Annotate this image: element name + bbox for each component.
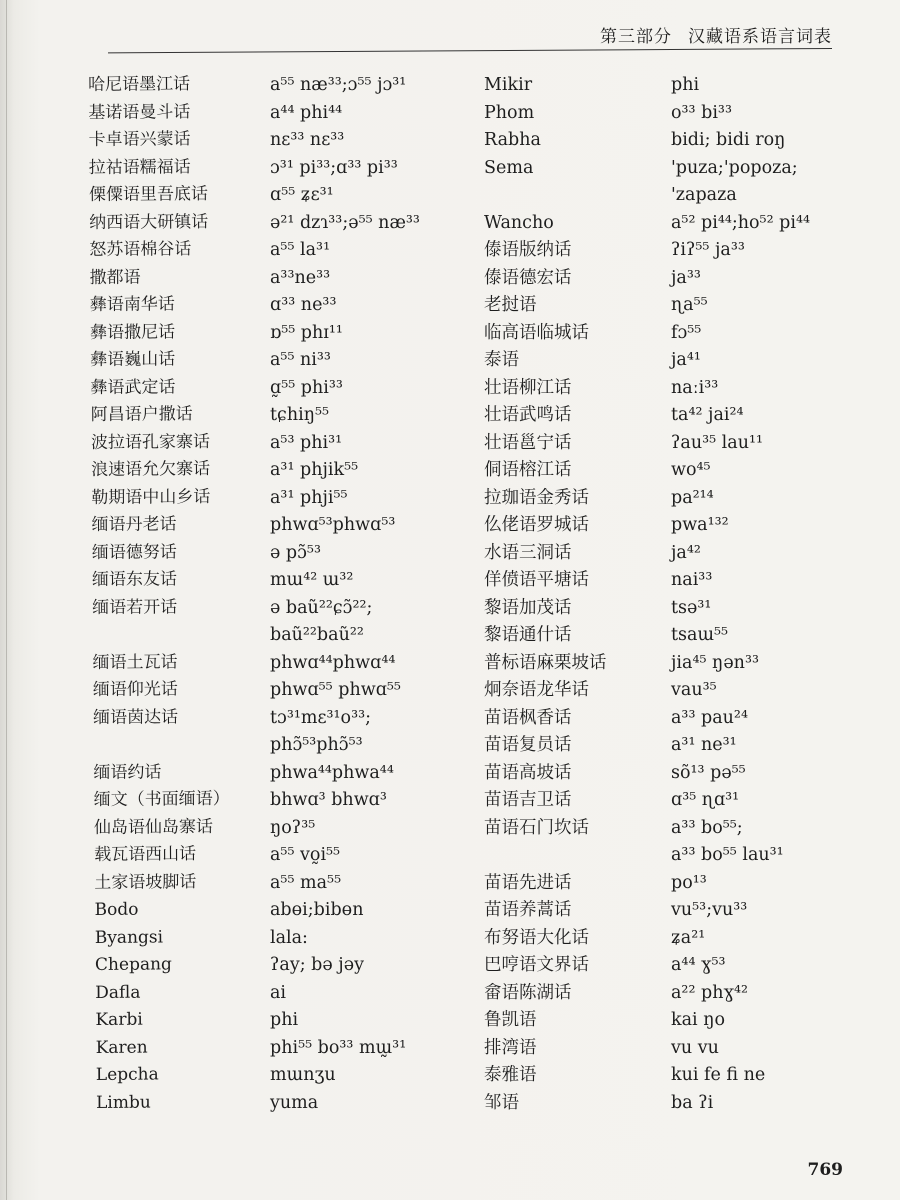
word-form: a⁵⁵ vo̰i⁵⁵ — [270, 845, 341, 865]
word-form: a⁵² pi⁴⁴;ho⁵² pi⁴⁴ — [671, 212, 810, 233]
word-form: a⁴⁴ phi⁴⁴ — [270, 102, 343, 123]
language-name: 彝语撒尼话 — [89, 321, 176, 343]
right-language-column — [484, 72, 607, 1117]
word-form: ta⁴² jai²⁴ — [671, 405, 744, 425]
word-form: ə pɔ̃⁵³ — [270, 542, 321, 563]
word-form: baũ²²baũ²² — [270, 625, 364, 645]
word-form: phwa⁴⁴phwa⁴⁴ — [270, 762, 394, 783]
word-form: ʑa²¹ — [671, 927, 706, 948]
language-name: 壮语柳江话 — [484, 377, 572, 398]
language-name: 仫佬语罗城话 — [484, 515, 589, 535]
word-form: phi⁵⁵ bo³³ mɯ̰³¹ — [270, 1037, 407, 1058]
word-form: lala: — [270, 927, 308, 948]
language-name: 苗语枫香话 — [484, 707, 572, 728]
word-form: ɒ⁵⁵ phɪ¹¹ — [270, 322, 343, 343]
language-name: Mikir — [484, 75, 533, 95]
language-name: 哈尼语墨江话 — [88, 74, 191, 95]
left-form-column — [270, 72, 420, 1117]
language-name: Bodo — [94, 899, 139, 920]
language-name: 畲语陈湖话 — [484, 982, 572, 1003]
language-name: 缅语丹老话 — [91, 514, 177, 535]
language-name: 苗语复员话 — [484, 735, 572, 755]
word-form: bidi; bidi roŋ — [671, 130, 786, 150]
word-form: ɑ³⁵ ɳɑ³¹ — [671, 790, 740, 810]
language-name: 卡卓语兴蒙话 — [88, 129, 191, 150]
language-name: 彝语南华话 — [89, 294, 175, 315]
language-name: 普标语麻栗坡话 — [484, 652, 607, 673]
page-number: 769 — [807, 1160, 843, 1180]
language-name: 缅语茵达话 — [92, 706, 179, 728]
language-name: Chepang — [94, 954, 172, 975]
word-form: a⁵⁵ la³¹ — [270, 240, 331, 260]
language-name: 苗语高坡话 — [484, 762, 572, 783]
language-name: Sema — [484, 157, 534, 178]
word-form: wo⁴⁵ — [671, 460, 711, 480]
language-name: Phom — [484, 102, 535, 123]
language-name: 苗语养蒿话 — [484, 900, 572, 920]
right-form-column — [671, 72, 810, 1117]
language-name: 浪速语允欠寨话 — [91, 459, 211, 480]
word-form: a³¹ ne³¹ — [671, 735, 737, 755]
language-name: 基诺语曼斗话 — [88, 101, 191, 123]
language-name: 载瓦语西山话 — [94, 844, 197, 865]
word-form: ai — [270, 982, 287, 1003]
language-name — [93, 731, 229, 760]
header-part: 第三部分 — [600, 27, 672, 47]
language-name: 邹语 — [484, 1092, 519, 1113]
word-form: phwɑ⁴⁴phwɑ⁴⁴ — [270, 652, 396, 673]
word-form: a³³ pau²⁴ — [671, 707, 748, 728]
word-form: a⁴⁴ ɣ⁵³ — [671, 955, 726, 975]
language-name: 泰语 — [484, 350, 519, 370]
language-name: Rabha — [484, 130, 541, 150]
word-form: a³³ bo⁵⁵; — [671, 817, 743, 838]
language-name: 水语三洞话 — [484, 542, 572, 563]
language-name: 黎语加茂话 — [484, 597, 572, 618]
word-form: a⁵⁵ næ³³;ɔ⁵⁵ jɔ³¹ — [270, 75, 407, 95]
language-name: 傣语版纳话 — [484, 240, 572, 260]
language-name: 排湾语 — [484, 1037, 537, 1058]
word-form: mɯ⁴² ɯ³² — [270, 570, 354, 590]
language-name: 炯奈语龙华话 — [484, 680, 589, 700]
language-name: 侗语榕江话 — [484, 460, 572, 480]
word-form: a²² phɣ⁴² — [671, 982, 749, 1003]
word-form: vu⁵³;vu³³ — [671, 900, 748, 920]
word-form: ja⁴¹ — [671, 350, 701, 370]
language-name: 彝语武定话 — [90, 376, 176, 398]
page-gutter-edge — [6, 0, 7, 1200]
word-form: abɵi;bibɵn — [270, 900, 364, 920]
word-form: o³³ bi³³ — [671, 102, 732, 123]
word-form: tɔ³¹mɛ³¹o³³; — [270, 707, 372, 728]
language-name: Karen — [95, 1037, 148, 1058]
language-name — [92, 621, 228, 650]
language-name: 巴哼语文界话 — [484, 955, 589, 975]
word-form: phi — [270, 1010, 299, 1030]
language-name: 布努语大化话 — [484, 927, 589, 948]
word-form: naːi³³ — [671, 377, 719, 398]
language-name: 苗语吉卫话 — [484, 790, 572, 810]
language-name: Byangsi — [94, 926, 164, 948]
word-form: tsaɯ⁵⁵ — [671, 625, 729, 645]
language-name: 傣语德宏话 — [484, 267, 572, 288]
word-form: a⁵⁵ ni³³ — [270, 350, 331, 370]
word-form: ɑ⁵⁵ ʑɛ³¹ — [270, 185, 334, 205]
word-form: po¹³ — [671, 872, 707, 893]
language-name: Dafla — [95, 982, 141, 1003]
word-form: nai³³ — [671, 570, 713, 590]
word-form: tsə³¹ — [671, 597, 712, 618]
language-name: 傈僳语里吾底话 — [88, 184, 209, 205]
word-form: 'zapaza — [671, 185, 737, 205]
word-form: fɔ⁵⁵ — [671, 322, 702, 343]
language-name: 缅语约话 — [93, 761, 162, 783]
word-form: kai ŋo — [671, 1010, 726, 1030]
word-form: vu vu — [671, 1037, 719, 1058]
language-name: 黎语通什话 — [484, 625, 572, 645]
word-form: ɔ³¹ pi³³;ɑ³³ pi³³ — [270, 157, 398, 178]
word-form: vau³⁵ — [671, 680, 717, 700]
word-form: a⁵⁵ ma⁵⁵ — [270, 872, 342, 893]
language-name: 缅语德努话 — [91, 541, 177, 563]
word-form: ɑ̰⁵⁵ phi³³ — [270, 377, 343, 398]
language-name: 缅语土瓦话 — [92, 651, 178, 673]
language-name: 阿昌语户撒话 — [90, 404, 193, 425]
word-form: a³³ bo⁵⁵ lau³¹ — [671, 845, 784, 865]
word-form: pa²¹⁴ — [671, 487, 714, 508]
language-name: 壮语邕宁话 — [484, 432, 572, 453]
word-form: phi — [671, 75, 700, 95]
language-name — [484, 182, 607, 210]
language-name: 缅语若开话 — [92, 596, 178, 618]
word-form: tɕhiŋ⁵⁵ — [270, 405, 330, 425]
word-form: ə baũ²²ɕɔ̃²²; — [270, 597, 373, 618]
word-form: mɯnʒu — [270, 1065, 336, 1085]
word-form: ja³³ — [671, 267, 701, 288]
language-name: 波拉语孔家寨话 — [90, 431, 210, 453]
language-name: 苗语先进话 — [484, 872, 572, 893]
language-name: Lepcha — [95, 1064, 159, 1085]
word-form: 'puza;'popoza; — [671, 157, 798, 178]
language-name — [484, 842, 607, 870]
word-form: ʔiʔ⁵⁵ ja³³ — [671, 240, 745, 260]
language-name: 壮语武鸣话 — [484, 405, 572, 425]
language-name: Wancho — [484, 212, 554, 233]
word-form: ŋoʔ³⁵ — [270, 817, 316, 838]
header-rule — [108, 48, 832, 53]
word-form: ə²¹ dzɿ³³;ə⁵⁵ næ³³ — [270, 212, 420, 233]
word-form: a³¹ phji⁵⁵ — [270, 487, 348, 508]
language-name: 拉珈语金秀话 — [484, 487, 589, 508]
language-name: 怒苏语棉谷话 — [89, 239, 192, 260]
language-name: 缅文（书面缅语） — [93, 788, 230, 810]
word-form: phwɑ⁵⁵ phwɑ⁵⁵ — [270, 680, 401, 700]
word-form: yuma — [270, 1092, 319, 1113]
language-name: 临高语临城话 — [484, 322, 589, 343]
word-form: ʔay; bə jəy — [270, 955, 364, 975]
language-name: 佯偾语平塘话 — [484, 570, 589, 590]
word-form: ba ʔi — [671, 1092, 714, 1113]
language-name: 老挝语 — [484, 295, 537, 315]
word-form: nɛ³³ nɛ³³ — [270, 130, 345, 150]
word-form: kui fe fi ne — [671, 1065, 766, 1085]
language-name: Limbu — [96, 1092, 151, 1113]
word-form: a⁵³ phi³¹ — [270, 432, 343, 453]
running-header — [600, 22, 832, 47]
left-language-column — [88, 71, 232, 1117]
language-name: 缅语仰光话 — [92, 679, 178, 700]
header-title: 汉藏语系语言词表 — [688, 27, 832, 47]
language-name: 勒期语中山乡话 — [91, 486, 211, 508]
word-form: a³¹ phjik⁵⁵ — [270, 460, 359, 480]
word-form: jia⁴⁵ ŋən³³ — [671, 652, 759, 673]
language-name: Karbi — [95, 1009, 143, 1030]
word-form: phwɑ⁵³phwɑ⁵³ — [270, 515, 396, 535]
language-name: 鲁凯语 — [484, 1010, 537, 1030]
word-form: sõ¹³ pə⁵⁵ — [671, 762, 746, 783]
word-form: ɑ³³ ne³³ — [270, 295, 337, 315]
word-form: phɔ̃⁵³phɔ̃⁵³ — [270, 735, 363, 755]
language-name: 仙岛语仙岛寨话 — [93, 816, 214, 838]
language-name: 缅语东友话 — [91, 569, 178, 590]
language-name: 苗语石门坎话 — [484, 817, 589, 838]
language-name: 土家语坡脚话 — [94, 871, 197, 893]
language-name: 彝语巍山话 — [90, 349, 176, 370]
word-form: bhwɑ³ bhwɑ³ — [270, 790, 387, 810]
word-form: ʔau³⁵ lau¹¹ — [671, 432, 764, 453]
language-name: 纳西语大研镇话 — [89, 211, 209, 233]
language-name: 泰雅语 — [484, 1065, 537, 1085]
word-form: ja⁴² — [671, 542, 701, 563]
language-name: 撒都语 — [89, 267, 141, 288]
language-name: 拉祜语糯福话 — [88, 156, 191, 178]
word-form: pwa¹³² — [671, 515, 729, 535]
word-form: a³³ne³³ — [270, 267, 331, 288]
word-form: ɳa⁵⁵ — [671, 295, 708, 315]
